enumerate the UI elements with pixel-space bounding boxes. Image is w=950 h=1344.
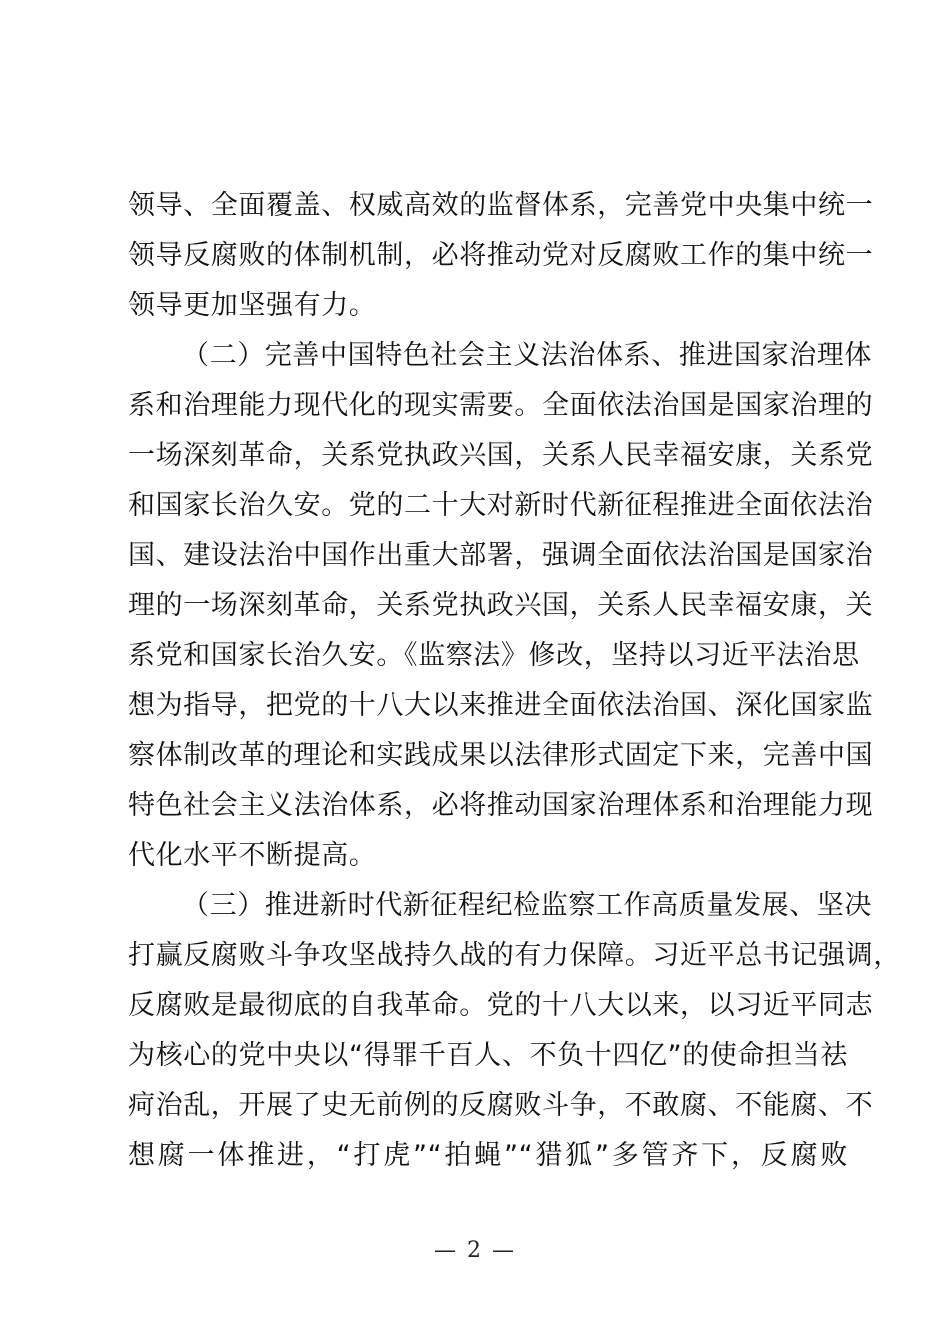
page-number: — 2 —	[434, 1238, 516, 1263]
text-line: 反腐败是最彻底的自我革命。党的十八大以来，以习近平同志	[128, 990, 874, 1021]
text-line: 察体制改革的理论和实践成果以法律形式固定下来，完善中国	[128, 740, 874, 771]
section-heading-line: （三）推进新时代新征程纪检监察工作高质量发展、坚决	[182, 890, 872, 921]
text-line: 想腐一体推进，“打虎”“拍蝇”“猎狐”多管齐下，反腐败	[128, 1140, 848, 1171]
text-line: 一场深刻革命，关系党执政兴国，关系人民幸福安康，关系党	[128, 440, 874, 471]
text-line: 打赢反腐败斗争攻坚战持久战的有力保障。习近平总书记强调，	[128, 940, 901, 971]
text-line: 系党和国家长治久安。《监察法》修改，坚持以习近平法治思	[128, 640, 860, 671]
text-line: 领导更加坚强有力。	[128, 290, 377, 321]
text-line: 系和治理能力现代化的现实需要。全面依法治国是国家治理的	[128, 390, 874, 421]
section-heading-line: （二）完善中国特色社会主义法治体系、推进国家治理体	[182, 340, 872, 371]
text-line: 为核心的党中央以“得罪千百人、不负十四亿”的使命担当祛	[128, 1040, 848, 1071]
text-line: 国、建设法治中国作出重大部署，强调全面依法治国是国家治	[128, 540, 874, 571]
text-line: 理的一场深刻革命，关系党执政兴国，关系人民幸福安康，关	[128, 590, 874, 621]
text-line: 和国家长治久安。党的二十大对新时代新征程推进全面依法治	[128, 490, 874, 521]
text-line: 特色社会主义法治体系，必将推动国家治理体系和治理能力现	[128, 790, 874, 821]
text-line: 想为指导，把党的十八大以来推进全面依法治国、深化国家监	[128, 690, 874, 721]
text-line: 领导、全面覆盖、权威高效的监督体系，完善党中央集中统一	[128, 190, 874, 221]
text-line: 领导反腐败的体制机制，必将推动党对反腐败工作的集中统一	[128, 240, 874, 271]
text-line: 疴治乱，开展了史无前例的反腐败斗争，不敢腐、不能腐、不	[128, 1090, 874, 1121]
text-line: 代化水平不断提高。	[128, 840, 377, 871]
